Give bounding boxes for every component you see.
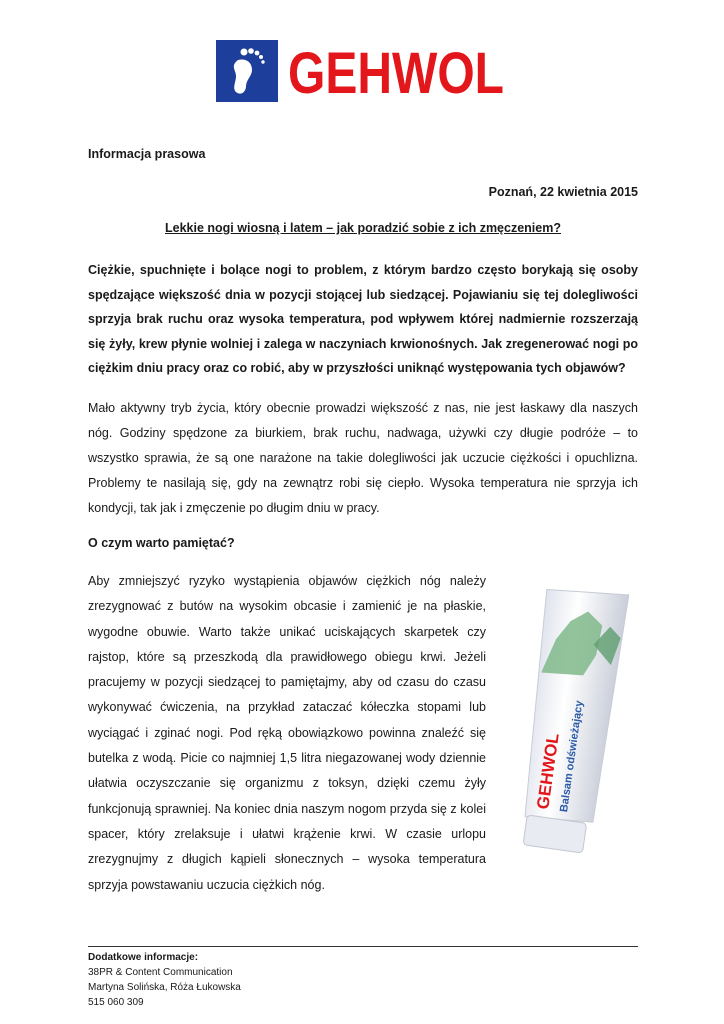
footer-heading: Dodatkowe informacje: <box>88 952 199 963</box>
date-line: Poznań, 22 kwietnia 2015 <box>488 185 638 199</box>
gehwol-logo <box>216 40 506 106</box>
product-tube-image <box>515 582 625 857</box>
press-release-label: Informacja prasowa <box>88 147 206 161</box>
footer-phone: 515 060 309 <box>88 997 144 1008</box>
lead-paragraph: Ciężkie, spuchnięte i bolące nogi to problem, z którym bardzo często borykają się osoby spędzające większość dnia w pozycji stojącej lub siedzącej. Pojawianiu się tej dolegliwości sprzyja brak ruchu oraz wysoka temperatura, pod wpływem której nadmiernie rozszerzają się żyły, krew płynie wolniej i zalega w naczyniach krwionośnych. Jak zregenerować nogi po ciężkim dniu pracy oraz co robić, aby w przyszłości uniknąć występowania tych objawów? <box>88 263 638 376</box>
footer <box>88 950 241 1010</box>
footer-divider <box>88 946 638 947</box>
logo-wordmark: GEHWOL <box>288 41 504 106</box>
article-title: Lekkie nogi wiosną i latem – jak poradzić sobie z ich zmęczeniem? <box>165 221 561 235</box>
body-paragraph-2: Aby zmniejszyć ryzyko wystąpienia objawów ciężkich nóg należy zrezygnować z butów na wysokim obcasie i zamienić je na płaskie, wygodne obuwie. Warto także unikać uciskających skarpetek czy rajstop, które są przeszkodą dla prawidłowego obiegu krwi. Jeżeli pracujemy w pozycji siedzącej to pamiętajmy, aby od czasu do czasu wykonywać ćwiczenia, na przykład zataczać kółeczka stopami lub wyciągać i zginać nogi. Pod ręką obowiązkowo powinna znaleźć się butelka z wodą. Picie co najmniej 1,5 litra niegazowanej wody dziennie ułatwia oczyszczanie się organizmu z toksyn, dzięki czemu żyły funkcjonują sprawniej. Na koniec dnia naszym nogom przyda się z kolei spacer, który zrelaksuje i ułatwi krążenie krwi. W czasie urlopu zrezygnujmy z długich kąpieli słonecznych – wysoka temperatura sprzyja powstawaniu uczucia ciężkich nóg. <box>88 574 486 892</box>
tube-brand: GEHWOL <box>533 731 563 811</box>
section-heading: O czym warto pamiętać? <box>88 536 235 550</box>
footer-contacts: Martyna Solińska, Róża Łukowska <box>88 982 241 993</box>
body-paragraph-1: Mało aktywny tryb życia, który obecnie prowadzi większość z nas, nie jest łaskawy dla naszych nóg. Godziny spędzone za biurkiem, brak ruchu, nadwaga, używki czy długie podróże – to wszystko sprawia, że są one narażone na takie dolegliwości jak uczucie ciężkości i opuchlizna. Problemy te nasilają się, gdy na zewnątrz robi się ciepło. Wysoka temperatura nie sprzyja ich kondycji, tak jak i zmęczenie po długim dniu w pracy. <box>88 401 638 515</box>
footer-agency: 38PR & Content Communication <box>88 967 233 978</box>
tube-product-name: Balsam odświeżający <box>558 699 586 813</box>
